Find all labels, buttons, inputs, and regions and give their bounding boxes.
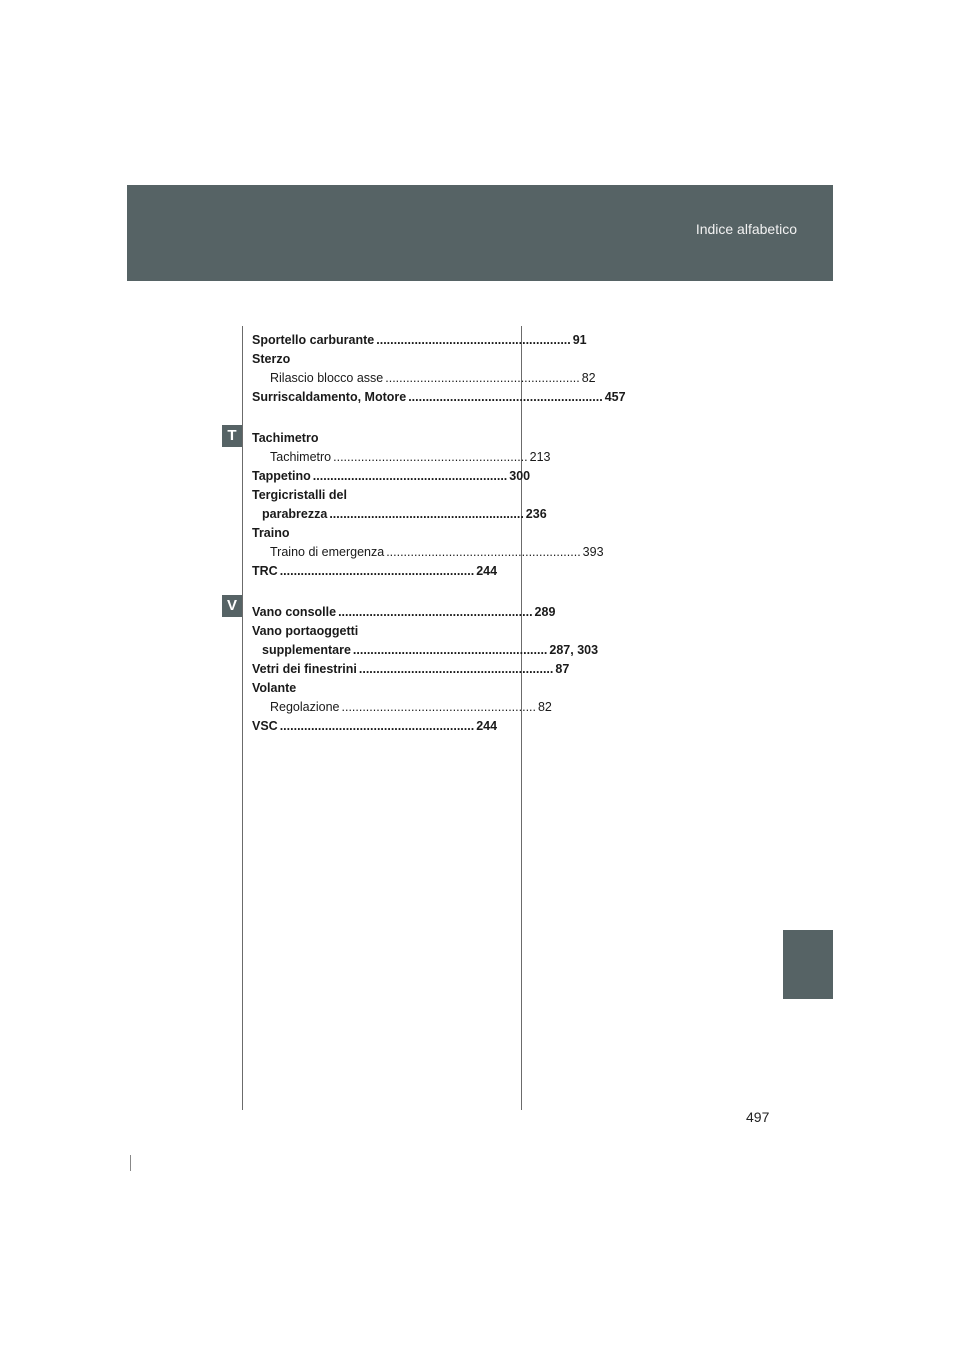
header-band — [127, 185, 833, 281]
index-subentry[interactable]: Rilascio blocco asse ........................................................ 82 — [270, 371, 596, 385]
index-entry: Sterzo — [252, 352, 291, 366]
index-entry: Tachimetro — [252, 431, 319, 445]
index-entry[interactable]: Vetri dei finestrini ........................................................ 87 — [252, 662, 570, 676]
index-subentry[interactable]: Traino di emergenza ........................................................ 393 — [270, 545, 604, 559]
index-entry: Volante — [252, 681, 297, 695]
index-entry: Vano portaoggetti — [252, 624, 359, 638]
index-entry[interactable]: Vano consolle ........................................................ 289 — [252, 605, 556, 619]
page-title: Indice alfabetico — [695, 221, 797, 237]
index-entry[interactable]: TRC ........................................................ 244 — [252, 564, 498, 578]
index-entry-continuation[interactable]: parabrezza ........................................................ 236 — [262, 507, 547, 521]
letter-tab-t: T — [222, 425, 242, 447]
index-entry: Traino — [252, 526, 290, 540]
page-number: 497 — [746, 1109, 770, 1125]
index-entry-continuation[interactable]: supplementare ........................................................ 287, 303 — [262, 643, 599, 657]
crop-mark — [130, 1155, 131, 1171]
section-thumb-tab — [783, 930, 833, 999]
column-divider-left — [242, 326, 243, 1110]
column-divider-right — [521, 326, 522, 1110]
index-entry: Tergicristalli del — [252, 488, 347, 502]
index-entry[interactable]: Sportello carburante ........................................................ 91 — [252, 333, 587, 347]
index-entry[interactable]: Surriscaldamento, Motore ........................................................ 457 — [252, 390, 626, 404]
index-column — [252, 331, 626, 736]
index-entry[interactable]: Tappetino ........................................................ 300 — [252, 469, 531, 483]
letter-tab-v: V — [222, 595, 242, 617]
index-subentry[interactable]: Regolazione ........................................................ 82 — [270, 700, 552, 714]
index-entry[interactable]: VSC ........................................................ 244 — [252, 719, 498, 733]
index-subentry[interactable]: Tachimetro ........................................................ 213 — [270, 450, 551, 464]
